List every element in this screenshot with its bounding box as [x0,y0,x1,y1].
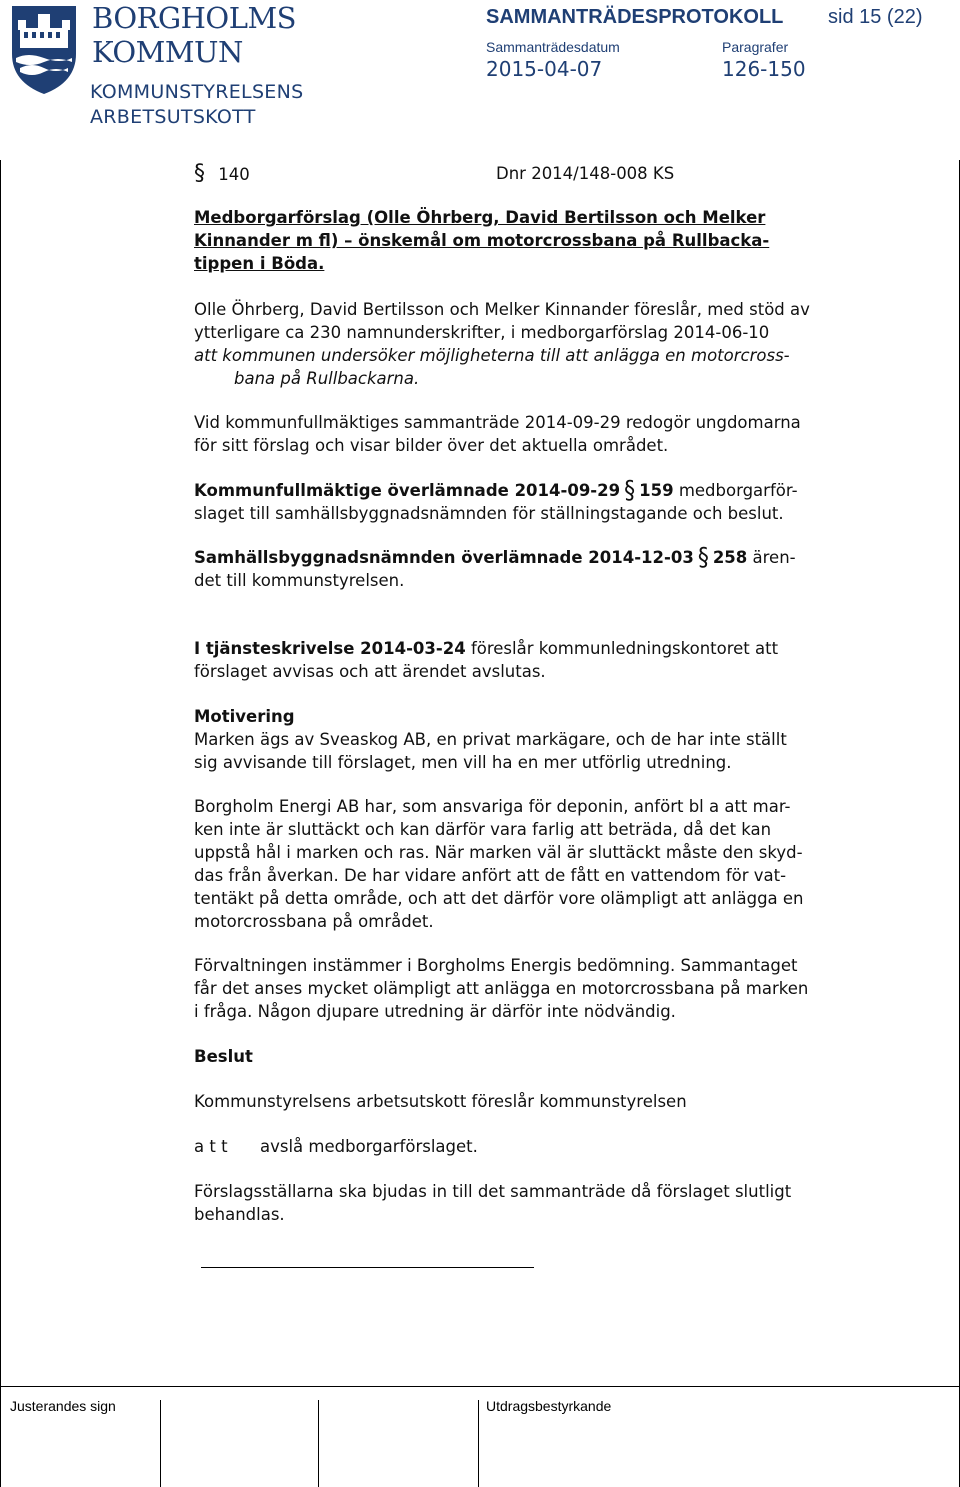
p1-line1: Olle Öhrberg, David Bertilsson och Melker Kinnander föreslår, med stöd av [194,300,810,319]
meeting-date-value: 2015-04-07 [486,57,603,81]
motivering-heading: Motivering [194,707,295,726]
protocol-title: SAMMANTRÄDESPROTOKOLL [486,6,784,28]
p1-line3: att kommunen undersöker möjligheterna till att anlägga en motorcross- [194,346,790,365]
diary-number: Dnr 2014/148-008 KS [496,164,675,183]
p5-line1 [194,638,778,661]
sign-box-divider-3 [478,1400,479,1487]
p3-line2: slaget till samhällsbyggnadsnämnden för ställningstagande och beslut. [194,504,784,523]
p3-bold: Kommunfullmäktige överlämnade 2014-09-29 [194,481,621,500]
case-title-line2: Kinnander m fl) – önskemål om motorcrossbana på Rullbacka- [194,231,770,250]
decision-text: avslå medborgarförslaget. [260,1137,478,1156]
case-title-line3: tippen i Böda. [194,254,325,273]
footer-sign-label: Justerandes sign [10,1398,116,1414]
sign-box-divider-2 [318,1400,319,1487]
p2-line1: Vid kommunfullmäktiges sammanträde 2014-09-29 redogör ungdomarna [194,413,801,432]
footer-extract-label: Utdragsbestyrkande [486,1398,612,1414]
m2-line5: tentäkt på detta område, och att det därför vore olämpligt att anlägga en [194,889,804,908]
m3-line1: Förvaltningen instämmer i Borgholms Energis bedömning. Sammantaget [194,956,798,975]
page-number: sid 15 (22) [828,6,923,28]
beslut-heading: Beslut [194,1047,253,1066]
borgholm-coat-of-arms-logo [8,2,80,96]
m2-line2: ken inte är sluttäckt och kan därför vara farlig att beträda, då det kan [194,820,772,839]
p2-line2: för sitt förslag och visar bilder över det aktuella området. [194,436,669,455]
m1-line1: Marken ägs av Sveaskog AB, en privat markägare, och de har inte ställt [194,730,787,749]
p3-number: 159 [639,481,674,500]
org-name-line1: BORGHOLMS [92,1,297,35]
final-line1: Förslagsställarna ska bjudas in till det sammanträde då förslaget slutligt [194,1182,792,1201]
footer-divider [0,1386,960,1387]
p3-rest: medborgarför- [678,481,798,500]
board-name-line1: KOMMUNSTYRELSENS [90,81,304,103]
p5-rest: föreslår kommunledningskontoret att [470,639,779,658]
p4-line1 [194,543,796,572]
m3-line2: får det anses mycket olämpligt att anlägga en motorcrossbana på marken [194,979,809,998]
p4-bold: Samhällsbyggnadsnämnden överlämnade 2014-12-03 [194,548,694,567]
signature-separator [201,1267,534,1268]
decision-att: a t t [194,1137,228,1156]
board-name-line2: ARBETSUTSKOTT [90,106,256,128]
p5-line2: förslaget avvisas och att ärendet avslutas. [194,662,546,681]
m3-line3: i fråga. Någon djupare utredning är därför inte nödvändig. [194,1002,676,1021]
case-title-line1: Medborgarförslag (Olle Öhrberg, David Bertilsson och Melker [194,208,766,227]
p1-line4: bana på Rullbackarna. [234,369,420,388]
m2-line3: uppstå hål i marken och ras. När marken väl är sluttäckt måste den skyd- [194,843,803,862]
paragraph-sign: § [697,543,709,572]
m2-line6: motorcrossbana på området. [194,912,434,931]
sign-box-divider-1 [160,1400,161,1487]
m2-line1: Borgholm Energi AB har, som ansvariga för deponin, anfört bl a att mar- [194,797,791,816]
p1-line2: ytterligare ca 230 namnunderskrifter, i medborgarförslag 2014-06-10 [194,323,770,342]
p5-bold: I tjänsteskrivelse 2014-03-24 [194,639,466,658]
left-border [0,160,1,1487]
final-line2: behandlas. [194,1205,285,1224]
case-number: 140 [218,165,250,184]
p4-number: 258 [712,548,748,567]
m2-line4: das från åverkan. De har vidare anfört att de fått en vattendom för vat- [194,866,787,885]
p3-line1 [194,476,798,505]
decision-intro: Kommunstyrelsens arbetsutskott föreslår kommunstyrelsen [194,1092,687,1111]
m1-line2: sig avvisande till förslaget, men vill ha en mer utförlig utredning. [194,753,732,772]
p4-line2: det till kommunstyrelsen. [194,571,405,590]
paragraph-sign: § [624,476,636,505]
meeting-date-label: Sammanträdesdatum [486,39,620,55]
paragraphs-label: Paragrafer [722,39,789,55]
p4-rest: ären- [752,548,796,567]
case-number-row [194,163,250,187]
paragraphs-value: 126-150 [722,57,806,81]
paragraph-sign: § [194,161,205,186]
org-name-line2: KOMMUN [92,35,243,69]
